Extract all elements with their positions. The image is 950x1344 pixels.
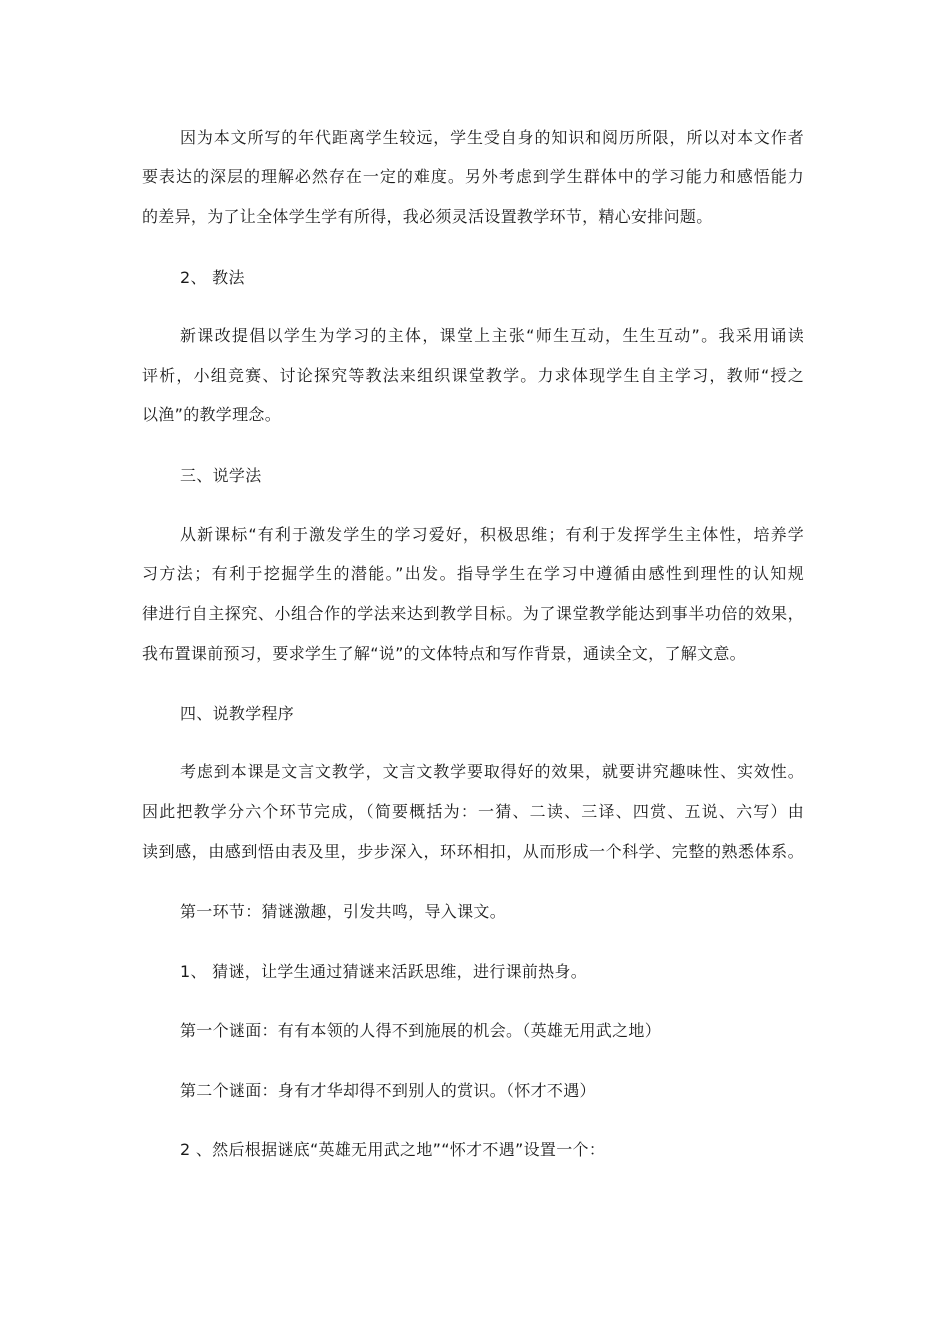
step-heading: 第一环节：猜谜激趣，引发共鸣，导入课文。	[180, 902, 507, 921]
paragraph-line: 律进行自主探究、小组合作的学法来达到教学目标。为了课堂教学能达到事半功倍的效果，	[142, 604, 804, 623]
paragraph-line: 因为本文所写的年代距离学生较远，学生受自身的知识和阅历所限，所以对本文作者	[180, 128, 804, 147]
paragraph-line: 因此把教学分六个环节完成，（简要概括为：一猜、二读、三译、四赏、五说、六写）由	[142, 802, 804, 821]
paragraph-line: 从新课标“有利于激发学生的学习爱好，积极思维；有利于发挥学生主体性，培养学	[180, 525, 804, 544]
paragraph-line: 评析，小组竞赛、讨论探究等教法来组织课堂教学。力求体现学生自主学习，教师“授之	[142, 366, 804, 385]
paragraph-line: 以渔”的教学理念。	[142, 405, 281, 424]
list-item: 1、 猜谜，让学生通过猜谜来活跃思维，进行课前热身。	[180, 962, 588, 981]
paragraph-line: 考虑到本课是文言文教学，文言文教学要取得好的效果，就要讲究趣味性、实效性。	[180, 762, 804, 781]
section-heading: 三、说学法	[180, 466, 262, 485]
riddle-line: 第一个谜面：有有本领的人得不到施展的机会。（英雄无用武之地）	[180, 1021, 662, 1040]
paragraph-line: 习方法；有利于挖掘学生的潜能。”出发。指导学生在学习中遵循由感性到理性的认知规	[142, 564, 804, 583]
paragraph-line: 我布置课前预习，要求学生了解“说”的文体特点和写作背景，通读全文，了解文意。	[142, 644, 746, 663]
paragraph-line: 新课改提倡以学生为学习的主体，课堂上主张“师生互动，生生互动”。我采用诵读	[180, 326, 804, 345]
section-heading: 2、 教法	[180, 268, 245, 287]
paragraph-line: 读到感，由感到悟由表及里，步步深入，环环相扣，从而形成一个科学、完整的熟悉体系。	[142, 842, 804, 861]
list-item: 2 、然后根据谜底“英雄无用武之地”“怀才不遇”设置一个：	[180, 1140, 606, 1159]
paragraph-line: 的差异，为了让全体学生学有所得，我必须灵活设置教学环节，精心安排问题。	[142, 207, 713, 226]
section-heading: 四、说教学程序	[180, 704, 295, 723]
riddle-line: 第二个谜面：身有才华却得不到别人的赏识。（怀才不遇）	[180, 1081, 596, 1100]
paragraph-line: 要表达的深层的理解必然存在一定的难度。另外考虑到学生群体中的学习能力和感悟能力	[142, 167, 804, 186]
